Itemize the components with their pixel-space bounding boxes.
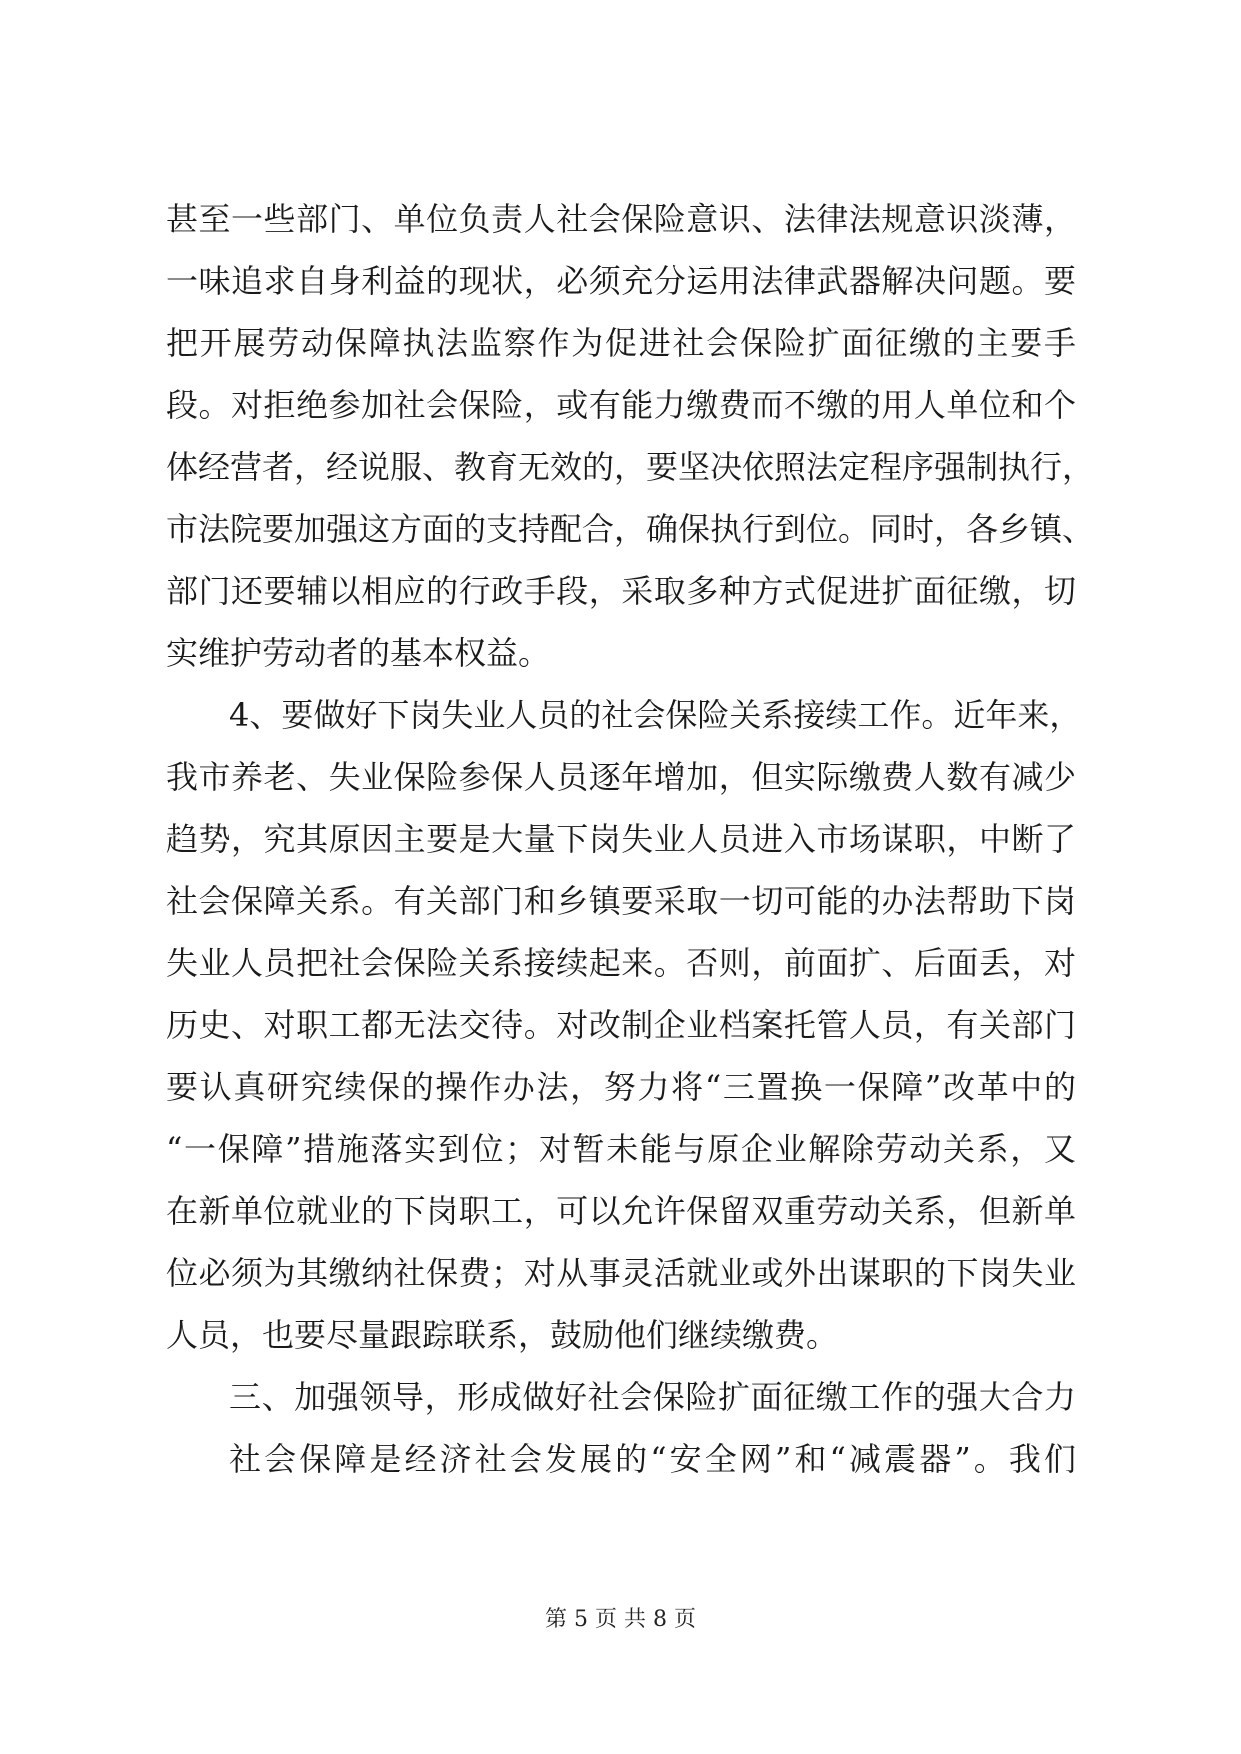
body-line-2: 一味追求自身利益的现状，必须充分运用法律武器解决问题。要 <box>166 262 1076 300</box>
body-line-18: 位必须为其缴纳社保费；对从事灵活就业或外出谋职的下岗失业 <box>166 1254 1076 1292</box>
body-line-8: 实维护劳动者的基本权益。 <box>166 634 551 672</box>
body-line-12: 社会保障关系。有关部门和乡镇要采取一切可能的办法帮助下岗 <box>166 882 1076 920</box>
body-line-13: 失业人员把社会保险关系接续起来。否则，前面扩、后面丢，对 <box>166 944 1076 982</box>
body-line-21: 社会保障是经济社会发展的“安全网”和“减震器”。我们 <box>229 1440 1076 1478</box>
body-line-3: 把开展劳动保障执法监察作为促进社会保险扩面征缴的主要手 <box>166 324 1076 362</box>
body-line-10: 我市养老、失业保险参保人员逐年增加，但实际缴费人数有减少 <box>166 758 1076 796</box>
body-line-6: 市法院要加强这方面的支持配合，确保执行到位。同时，各乡镇、 <box>166 510 1095 548</box>
body-line-1: 甚至一些部门、单位负责人社会保险意识、法律法规意识淡薄， <box>166 200 1076 238</box>
body-line-14: 历史、对职工都无法交待。对改制企业档案托管人员，有关部门 <box>166 1006 1076 1044</box>
body-line-17: 在新单位就业的下岗职工，可以允许保留双重劳动关系，但新单 <box>166 1192 1076 1230</box>
body-line-11: 趋势，究其原因主要是大量下岗失业人员进入市场谋职，中断了 <box>166 820 1076 858</box>
body-line-5: 体经营者，经说服、教育无效的，要坚决依照法定程序强制执行， <box>166 448 1095 486</box>
section-heading: 三、加强领导，形成做好社会保险扩面征缴工作的强大合力 <box>229 1378 1076 1416</box>
body-line-4: 段。对拒绝参加社会保险，或有能力缴费而不缴的用人单位和个 <box>166 386 1076 424</box>
body-line-15: 要认真研究续保的操作办法，努力将“三置换一保障”改革中的 <box>166 1068 1076 1106</box>
body-line-19: 人员，也要尽量跟踪联系，鼓励他们继续缴费。 <box>166 1316 839 1354</box>
body-line-16: “一保障”措施落实到位；对暂未能与原企业解除劳动关系，又 <box>166 1130 1076 1168</box>
body-line-9: 4、要做好下岗失业人员的社会保险关系接续工作。近年来， <box>229 696 1082 734</box>
page-number-footer: 第 5 页 共 8 页 <box>545 1607 696 1632</box>
body-line-7: 部门还要辅以相应的行政手段，采取多种方式促进扩面征缴，切 <box>166 572 1076 610</box>
